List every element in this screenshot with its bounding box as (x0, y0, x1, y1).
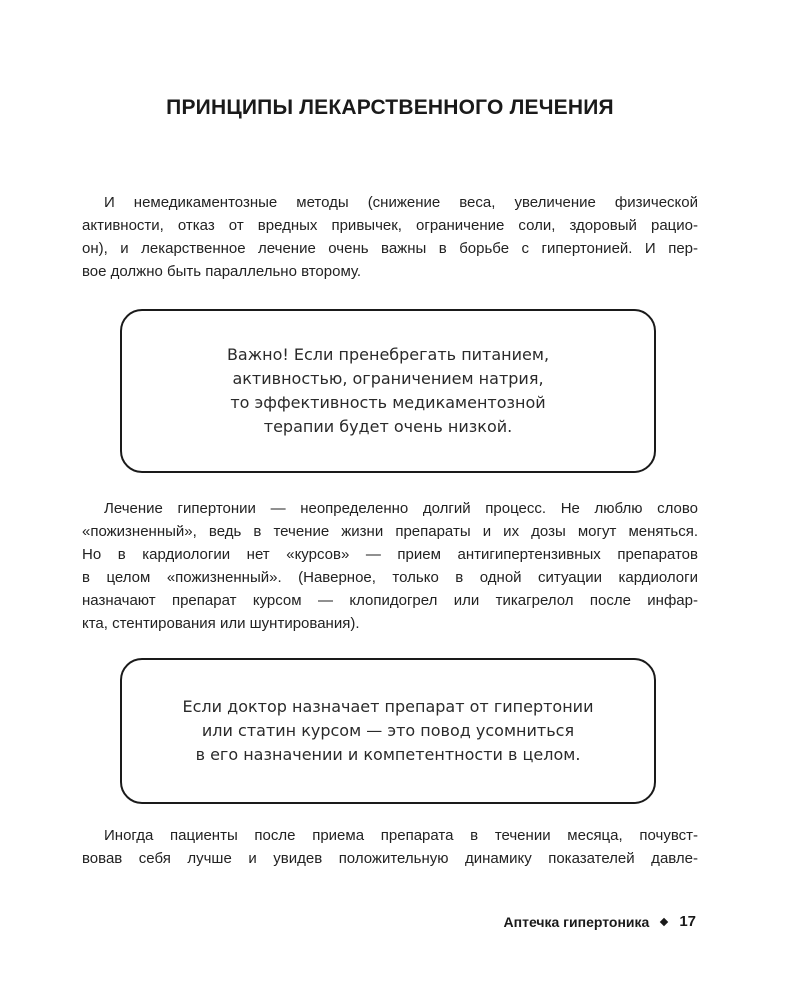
text-line: кта, стентирования или шунтирования). (82, 615, 360, 632)
callout-text (227, 343, 549, 439)
paragraph-1 (82, 191, 698, 283)
callout-text (183, 695, 594, 767)
callout-line: или статин курсом — это повод усомниться (201, 721, 575, 740)
text-line: в целом «пожизненный». (Наверное, только в одной ситуации кардиологи (82, 569, 698, 586)
callout-line: Важно! Если пренебрегать питанием, (226, 345, 550, 364)
text-line: вое должно быть параллельно второму. (82, 263, 362, 280)
page-number: 17 (679, 913, 696, 930)
text-line: «пожизненный», ведь в течение жизни препараты и их дозы могут меняться. (82, 523, 698, 540)
paragraph-2 (82, 497, 698, 635)
callout-line: активностью, ограничением натрия, (232, 369, 544, 388)
callout-line: терапии будет очень низкой. (263, 417, 513, 436)
text-line: активности, отказ от вредных привычек, ограничение соли, здоровый рацио- (82, 217, 698, 234)
page-footer (504, 913, 696, 930)
callout-box-important (120, 309, 656, 473)
callout-line: то эффективность медикаментозной (230, 393, 546, 412)
text-line: Иногда пациенты после приема препарата в течении месяца, почувст- (104, 827, 698, 844)
text-line: вовав себя лучше и увидев положительную динамику показателей давле- (82, 850, 698, 867)
text-line: Но в кардиологии нет «курсов» — прием антигипертензивных препаратов (82, 546, 698, 563)
callout-line: Если доктор назначает препарат от гипертонии (182, 697, 594, 716)
text-line: назначают препарат курсом — клопидогрел или тикагрелол после инфар- (82, 592, 698, 609)
text-line: И немедикаментозные методы (снижение веса, увеличение физической (104, 194, 698, 211)
footer-book-title: Аптечка гипертоника (503, 913, 650, 930)
page-title: ПРИНЦИПЫ ЛЕКАРСТВЕННОГО ЛЕЧЕНИЯ (166, 96, 614, 119)
text-line: Лечение гипертонии — неопределенно долгий процесс. Не люблю слово (104, 500, 698, 517)
paragraph-3 (82, 824, 698, 870)
callout-box-warning (120, 658, 656, 804)
callout-line: в его назначении и компетентности в целом. (195, 745, 581, 764)
diamond-bullet-icon (660, 917, 668, 925)
text-line: он), и лекарственное лечение очень важны в борьбе с гипертонией. И пер- (82, 240, 698, 257)
